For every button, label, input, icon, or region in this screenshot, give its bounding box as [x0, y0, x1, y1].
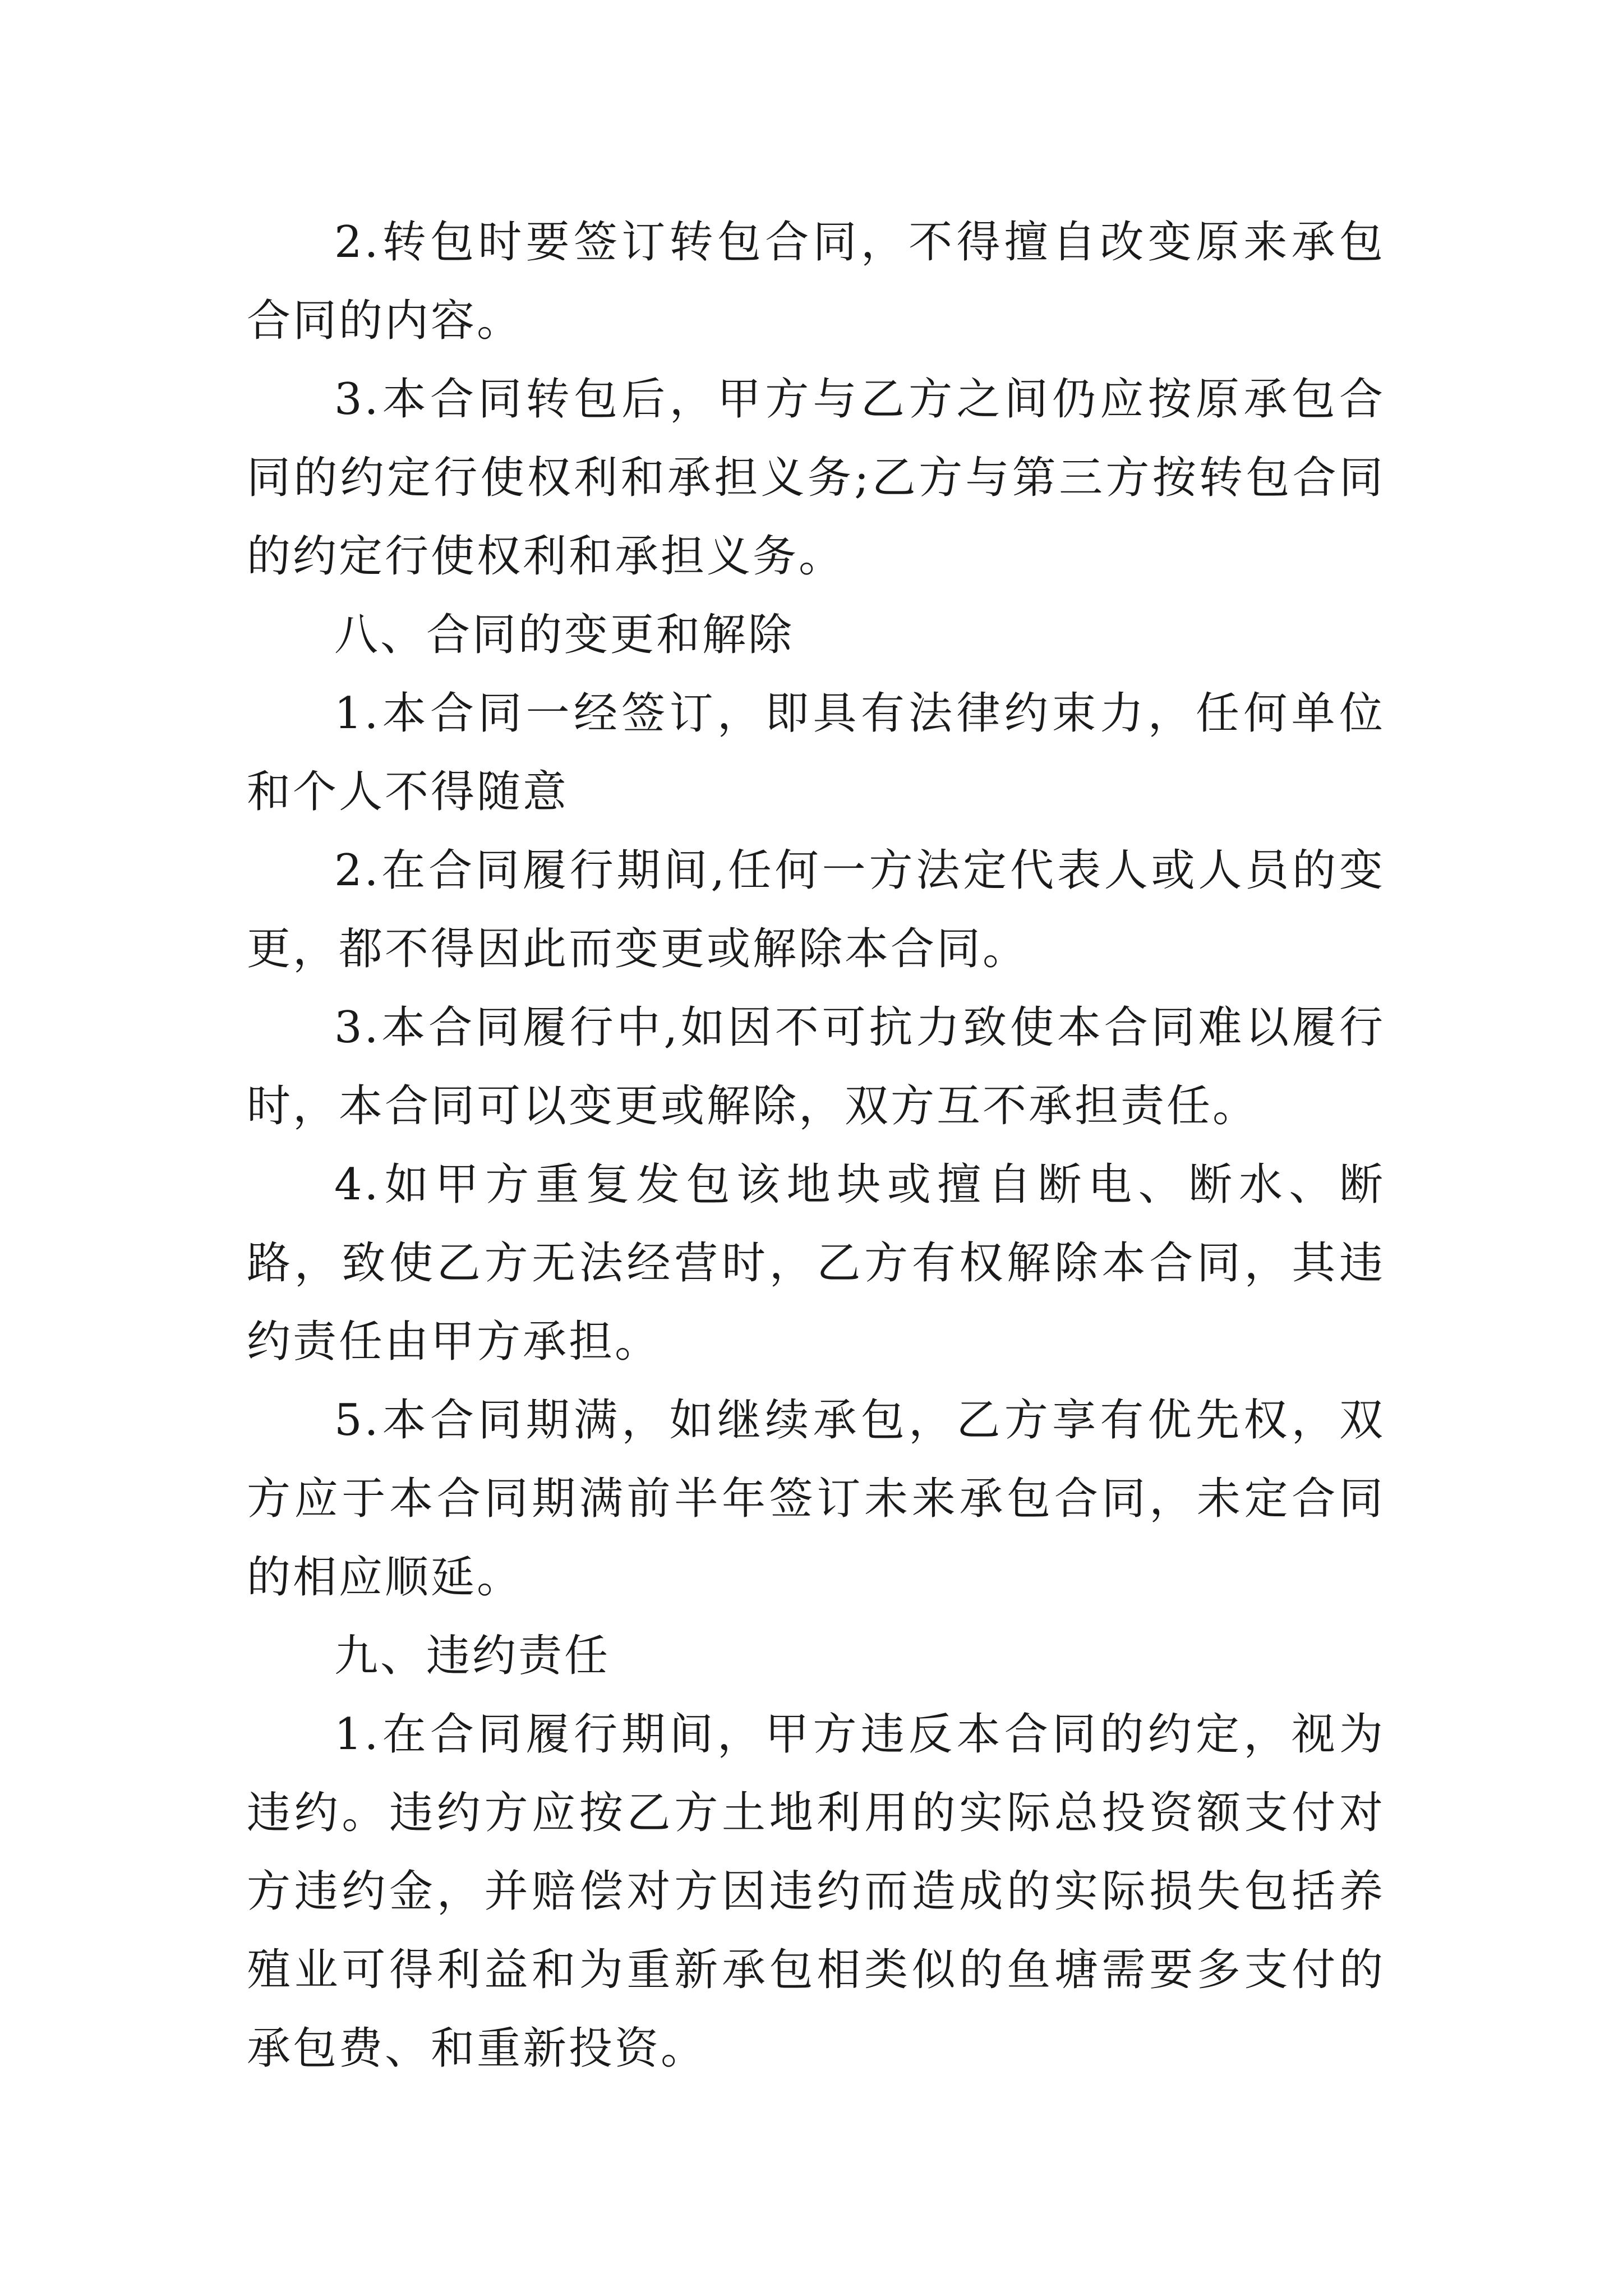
clause-8-4: 4.如甲方重复发包该地块或擅自断电、断水、断路，致使乙方无法经营时，乙方有权解除本合同，其违约责任由甲方承担。 [247, 1159, 1385, 1367]
document-body [247, 203, 1385, 2088]
clause-8-3: 3.本合同履行中,如因不可抗力致使本合同难以履行时，本合同可以变更或解除，双方互不承担责任。 [247, 1002, 1385, 1131]
clause-9-1: 1.在合同履行期间，甲方违反本合同的约定，视为违约。违约方应按乙方土地利用的实际总投资额支付对方违约金，并赔偿对方因违约而造成的实际损失包括养殖业可得利益和为重新承包相类似的鱼塘需要多支付的承包费、和重新投资。 [247, 1709, 1385, 2074]
clause-7-2: 2.转包时要签订转包合同，不得擅自改变原来承包合同的内容。 [247, 217, 1385, 346]
section-heading-9: 九、违约责任 [334, 1631, 611, 1681]
clause-7-3: 3.本合同转包后，甲方与乙方之间仍应按原承包合同的约定行使权利和承担义务;乙方与第三方按转包合同的约定行使权利和承担义务。 [247, 374, 1385, 582]
clause-8-1: 1.本合同一经签订，即具有法律约束力，任何单位和个人不得随意 [247, 688, 1385, 817]
section-heading-8: 八、合同的变更和解除 [334, 610, 795, 660]
clause-8-5: 5.本合同期满，如继续承包，乙方享有优先权，双方应于本合同期满前半年签订未来承包合同，未定合同的相应顺延。 [247, 1395, 1385, 1603]
clause-8-2: 2.在合同履行期间,任何一方法定代表人或人员的变更，都不得因此而变更或解除本合同。 [247, 845, 1385, 974]
